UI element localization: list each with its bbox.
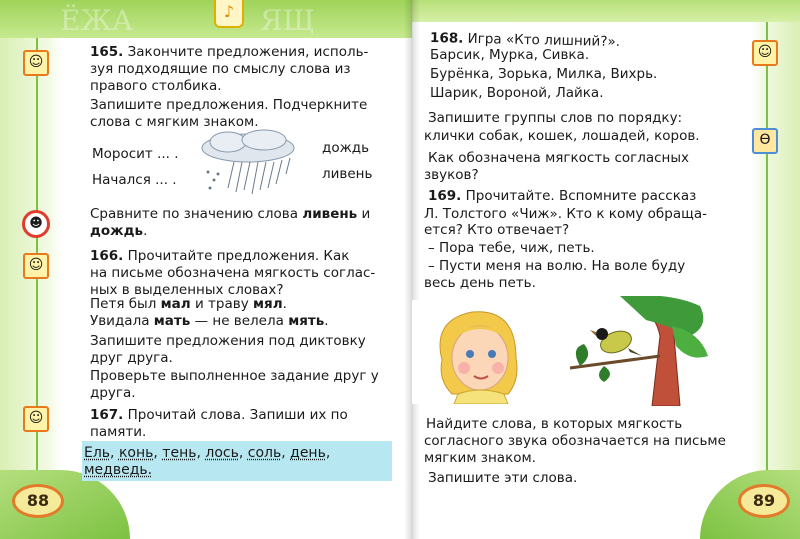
- exercise-169-line2: Л. Толстого «Чиж». Кто к кому обраща-: [424, 206, 707, 222]
- exercise-165-instruction2: слова с мягким знаком.: [90, 114, 259, 130]
- speech-icon: ☻: [22, 210, 50, 238]
- dictation-line2: друг друга.: [90, 350, 173, 366]
- exercise-169-line1: [428, 188, 696, 205]
- group-row-2: Бурёнка, Зорька, Милка, Вихрь.: [430, 66, 658, 82]
- compare-word-1: ливень: [302, 206, 358, 222]
- exercise-165-line2: зуя подходящие по смыслу слова из: [90, 61, 351, 77]
- exercise-number: 167.: [90, 407, 124, 423]
- highlighted-word: мал: [160, 296, 191, 312]
- girl-illustration: [412, 300, 552, 404]
- word-item: медведь.: [84, 462, 153, 478]
- page-number-left: 88: [12, 484, 64, 518]
- word-option-2: ливень: [322, 166, 373, 182]
- sentence-part: .: [324, 313, 329, 329]
- check-line2: друга.: [90, 385, 136, 401]
- exercise-167-line2: памяти.: [90, 424, 147, 440]
- word-item: конь: [118, 445, 154, 461]
- band-decoration: ЯЩ: [260, 4, 315, 37]
- compare-line1: [90, 206, 370, 223]
- example-sentence-1: [90, 296, 287, 313]
- exercise-text: Прочитайте предложения. Как: [123, 248, 350, 264]
- word-item: лось: [205, 445, 239, 461]
- exercise-168-question1: Как обозначена мягкость согласных: [428, 150, 690, 166]
- word-item: день: [290, 445, 326, 461]
- exercise-text: Прочитайте. Вспомните рассказ: [461, 188, 697, 204]
- page-number-right: 89: [738, 484, 790, 518]
- check-line1: Проверьте выполненное задание друг у: [90, 368, 379, 384]
- compare-text: Сравните по значению слова: [90, 206, 303, 222]
- write-words-line: Запишите эти слова.: [428, 470, 578, 486]
- top-band-right: [412, 0, 800, 22]
- rain-cloud-illustration: [198, 128, 308, 198]
- band-decoration: ЁЖА: [60, 4, 134, 37]
- exercise-text: Игра «Кто лишний?».: [463, 30, 621, 50]
- word-option-1: дождь: [322, 140, 370, 156]
- word-item: соль: [247, 445, 282, 461]
- exercise-167-line1: [90, 407, 348, 424]
- margin-line: [766, 22, 768, 492]
- margin-strip-right: [752, 22, 800, 539]
- sentence-part: .: [282, 296, 287, 312]
- reading-children-icon: ☺: [752, 40, 778, 66]
- exercise-165-line3: правого столбика.: [90, 78, 222, 94]
- reading-children-icon: ☺: [23, 253, 49, 279]
- word-item: тень: [162, 445, 197, 461]
- exercise-number: 166.: [90, 248, 124, 264]
- exercise-165-instruction1: Запишите предложения. Подчеркните: [90, 97, 368, 113]
- bell-icon: ♪: [214, 0, 244, 28]
- exercise-168-task2: клички собак, кошек, лошадей, коров.: [424, 128, 700, 144]
- reading-children-icon: ☺: [23, 50, 49, 76]
- top-band-left: [0, 0, 412, 38]
- dialog-line-1: – Пора тебе, чиж, петь.: [428, 240, 595, 256]
- find-words-line3: мягким знаком.: [424, 450, 536, 466]
- dialog-line-2: – Пусти меня на волю. На воле буду: [428, 258, 686, 274]
- dialog-line-3: весь день петь.: [424, 275, 536, 291]
- sentence-part: Увидала: [90, 313, 154, 329]
- margin-strip-left: [0, 38, 62, 539]
- reading-children-icon: ☺: [23, 406, 49, 432]
- exercise-168-task1: Запишите группы слов по порядку:: [428, 110, 683, 126]
- sentence-2: Начался ... .: [92, 172, 177, 188]
- group-row-1: Барсик, Мурка, Сивка.: [430, 47, 590, 63]
- word-item: Ель: [84, 445, 111, 461]
- exercise-number: 168.: [429, 30, 464, 47]
- book-gutter: [404, 0, 420, 539]
- example-sentence-2: [90, 313, 329, 330]
- sentence-1: Моросит ... .: [92, 146, 179, 162]
- sentence-part: — не велела: [190, 313, 289, 329]
- exercise-165-line1: [90, 44, 368, 61]
- exercise-166-line1: [90, 248, 349, 265]
- compare-line2: [90, 223, 147, 240]
- sentence-part: Петя был: [90, 296, 161, 312]
- word-list-line1: Ель, конь, тень, лось, соль, день,: [84, 445, 331, 461]
- sentence-part: и траву: [190, 296, 253, 312]
- exercise-number: 169.: [428, 188, 462, 204]
- find-words-line1: Найдите слова, в которых мягкость: [426, 416, 683, 432]
- highlighted-word: мял: [253, 296, 283, 312]
- compare-word-2: дождь: [90, 223, 144, 239]
- exercise-169-line3: ется? Кто отвечает?: [424, 222, 570, 238]
- exercise-text: Прочитай слова. Запиши их по: [123, 407, 348, 423]
- word-list-line2: [84, 462, 152, 479]
- compare-period: .: [143, 223, 148, 239]
- owl-graduate-icon: ϴ: [752, 128, 778, 154]
- group-row-3: Шарик, Вороной, Лайка.: [430, 85, 604, 101]
- highlighted-word: мать: [153, 313, 191, 329]
- exercise-number: 165.: [90, 44, 124, 60]
- dictation-line1: Запишите предложения под диктовку: [90, 333, 366, 349]
- siskin-bird-illustration: [560, 296, 710, 406]
- find-words-line2: согласного звука обозначается на письме: [424, 433, 726, 449]
- exercise-text: Закончите предложения, исполь-: [127, 44, 369, 60]
- exercise-166-line3: ных в выделенных словах?: [90, 282, 284, 298]
- exercise-168-question2: звуков?: [424, 167, 479, 183]
- highlighted-word: мять: [288, 313, 325, 329]
- exercise-166-line2: на письме обозначена мягкость соглас-: [90, 265, 376, 281]
- compare-text-and: и: [357, 206, 371, 222]
